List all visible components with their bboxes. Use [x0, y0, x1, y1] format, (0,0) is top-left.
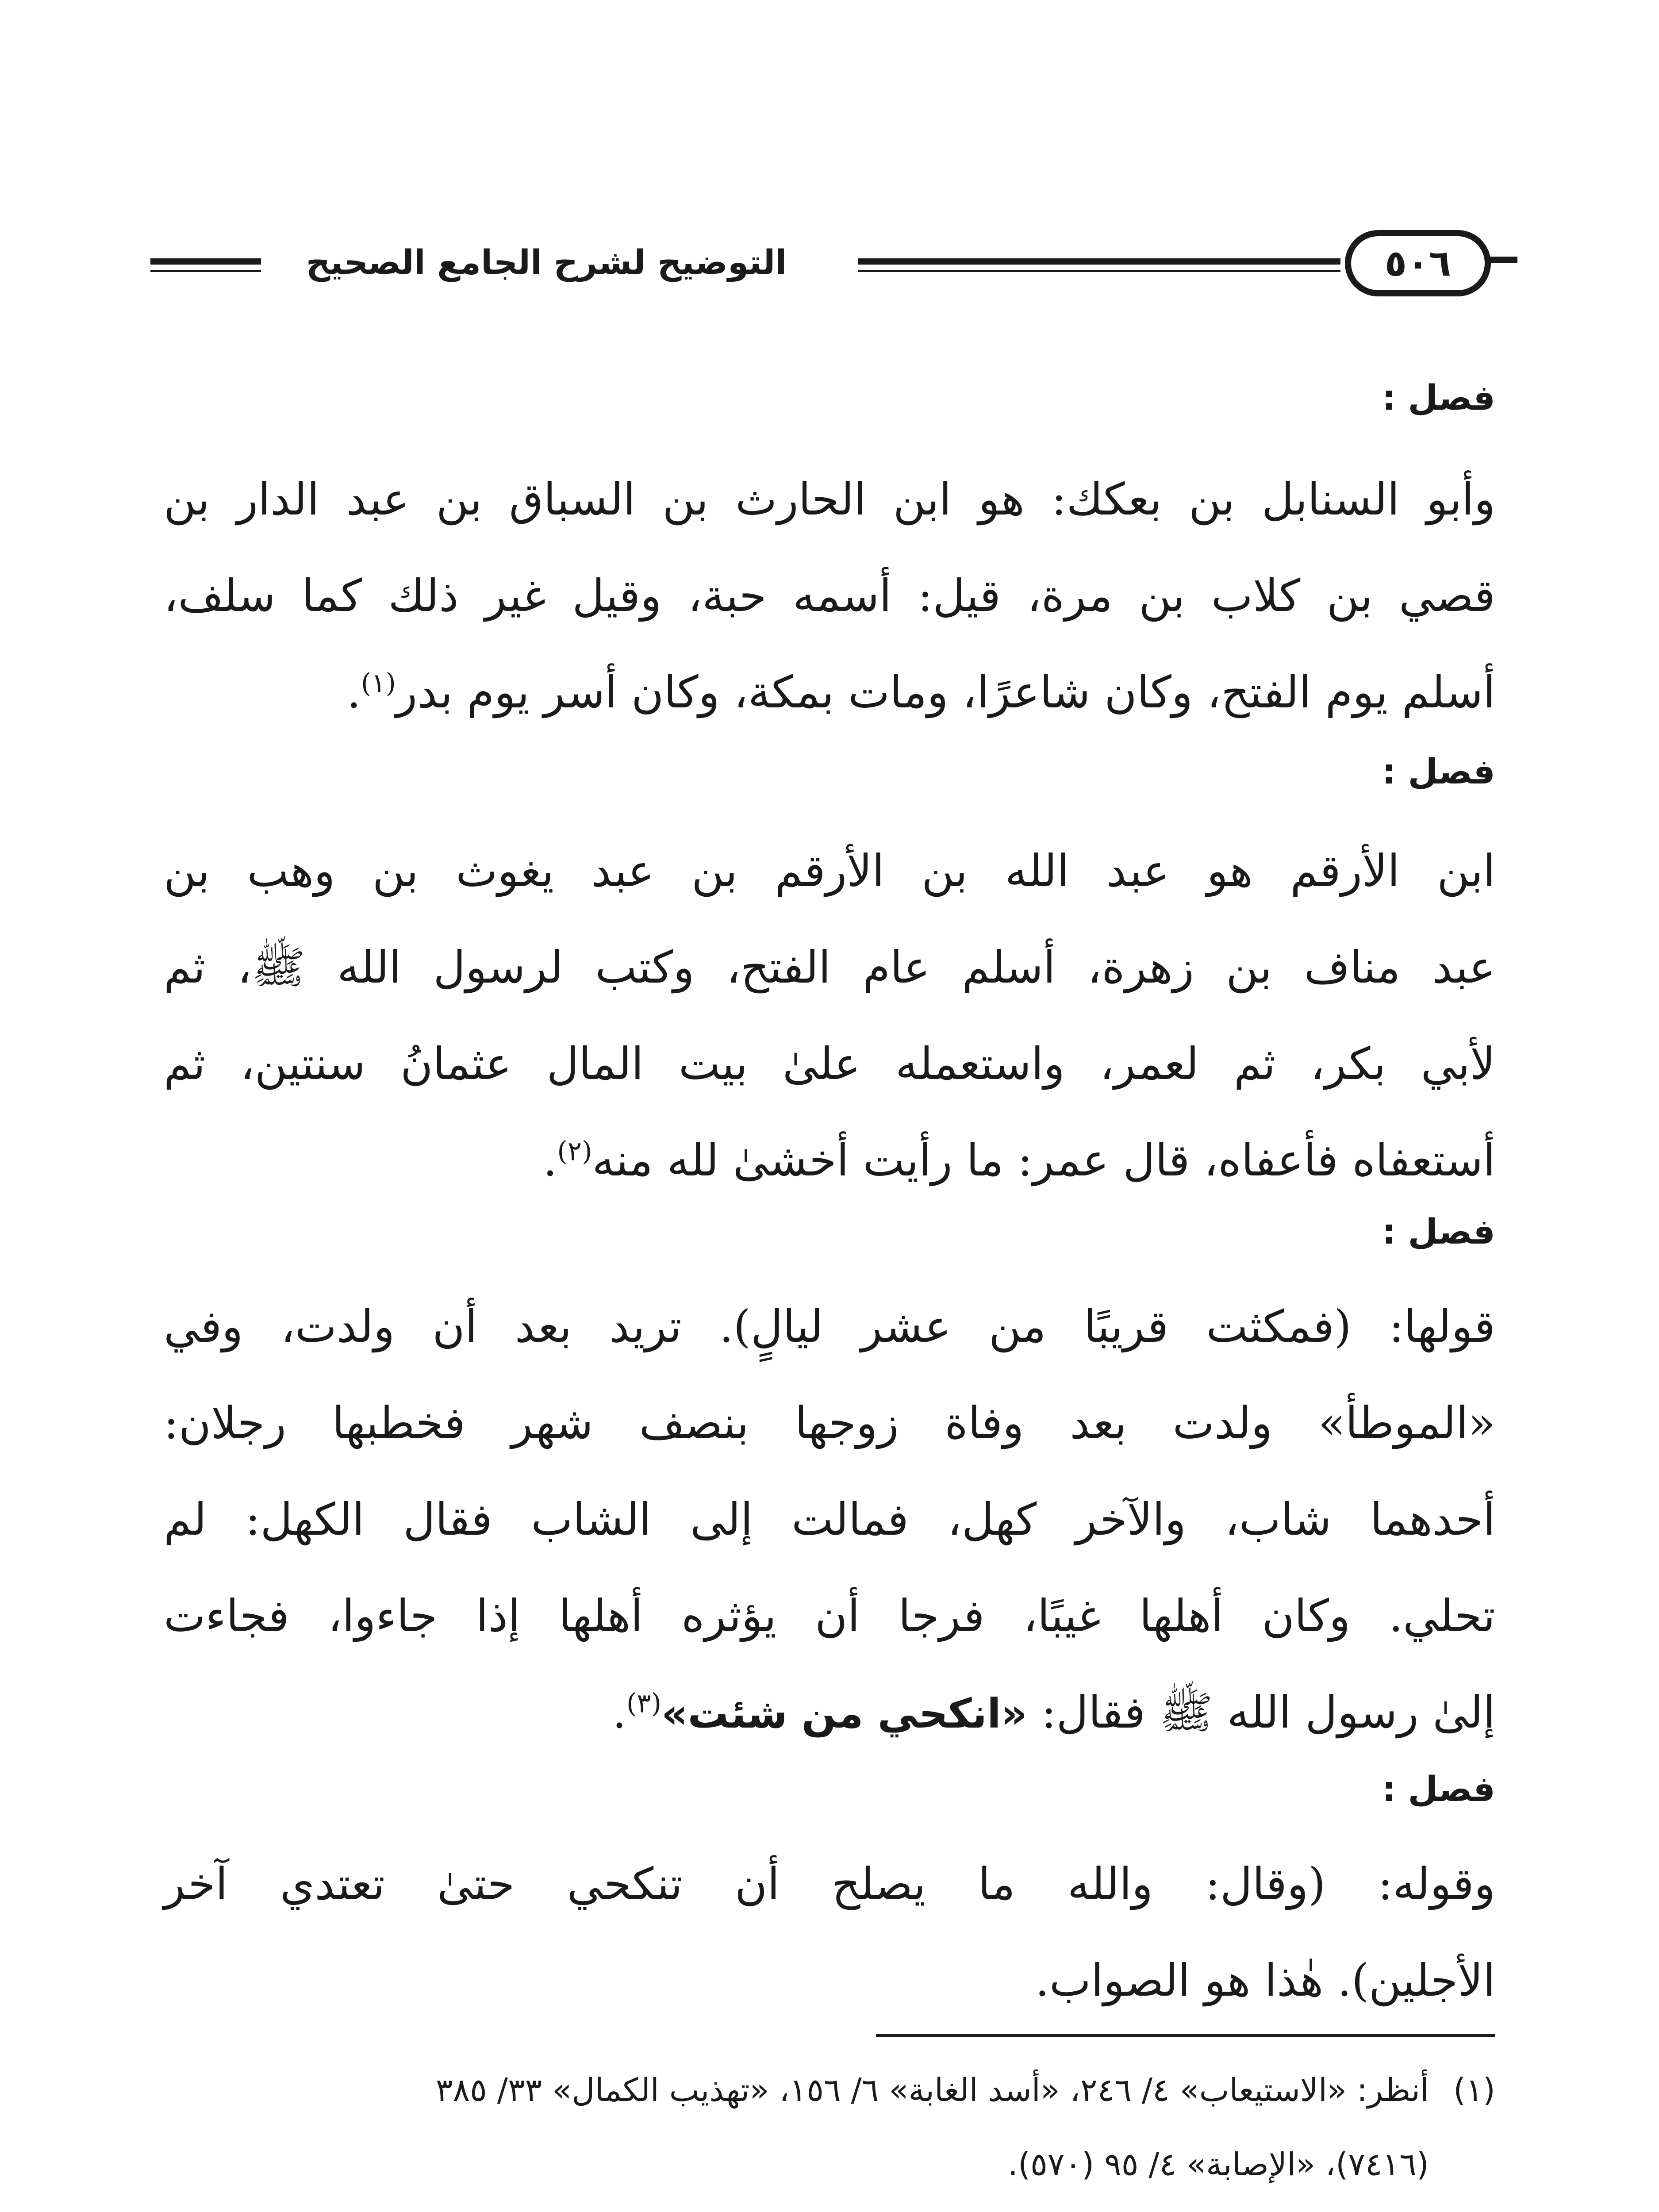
page-header: [133, 226, 1517, 310]
header-rule-left-thin: [150, 270, 261, 272]
footnote: [164, 2201, 1495, 2212]
header-rule-right-thin: [858, 270, 1340, 272]
footnote: [164, 2053, 1495, 2201]
paragraph-line: قصي بن كلاب بن مرة، قيل: أسمه حبة، وقيل غير ذلك كما سلف،: [164, 570, 1495, 622]
paragraph-ibn-al-arqam: [164, 823, 1495, 1209]
line-text: أسلم يوم الفتح، وكان شاعرًا، ومات بمكة، وكان أسر يوم بدر: [396, 666, 1495, 718]
footnote-line: أنظر: «الاستيعاب» ٤/ ٢٤٦، «أسد الغابة» ٦/ ١٥٦، «تهذيب الكمال» ٣٣/ ٣٨٥: [435, 2071, 1429, 2108]
paragraph-wa-qawluhu: [164, 1836, 1495, 2029]
section-heading: فصل :: [1382, 752, 1495, 792]
line-end: .: [612, 1686, 626, 1738]
paragraph-line: ابن الأرقم هو عبد الله بن الأرقم بن عبد يغوث بن وهب بن: [164, 845, 1495, 897]
paragraph-line: وأبو السنابل بن بعكك: هو ابن الحارث بن السباق بن عبد الدار بن: [164, 473, 1495, 525]
line-end: .: [543, 1134, 557, 1186]
paragraph-line: [164, 644, 1495, 741]
paragraph-line: عبد مناف بن زهرة، أسلم عام الفتح، وكتب لرسول الله ﷺ، ثم: [164, 941, 1495, 993]
running-title: التوضيح لشرح الجامع الصحيح: [306, 242, 787, 282]
line-end: .: [347, 666, 361, 718]
paragraph-line: تحلي. وكان أهلها غيبًا، فرجا أن يؤثره أهلها إذا جاءوا، فجاءت: [164, 1590, 1495, 1642]
section-heading: فصل :: [1382, 1212, 1495, 1252]
footnote-text: [164, 2053, 1429, 2201]
page-number-text: ٥٠٦: [1384, 242, 1452, 284]
hadith-quote: «انكحي من شئت»: [661, 1690, 1028, 1737]
footnotes: [164, 2053, 1495, 2212]
paragraph-line: [164, 1112, 1495, 1209]
footnote-reference: (١): [361, 668, 396, 699]
line-text: إلىٰ رسول الله ﷺ فقال:: [1027, 1686, 1495, 1738]
footnote-separator: [876, 2034, 1495, 2037]
header-rule-left-thick: [150, 258, 261, 265]
paragraph-line: [164, 1664, 1495, 1762]
paragraph-line: الأجلين). هٰذا هو الصواب.: [1035, 1955, 1495, 2006]
footnote-number: [1429, 2201, 1495, 2212]
paragraph-line: «الموطأ» ولدت بعد وفاة زوجها بنصف شهر فخطبها رجلان:: [164, 1397, 1495, 1449]
footnote-text: [164, 2201, 1429, 2212]
footnote-line: (٧٤١٦)، «الإصابة» ٤/ ٩٥ (٥٧٠).: [1008, 2146, 1429, 2183]
paragraph-line: وقوله: (وقال: والله ما يصلح أن تنكحي حتىٰ تعتدي آخر: [164, 1858, 1495, 1910]
footnote-reference: (٢): [557, 1136, 592, 1167]
paragraph-qawluha: [164, 1279, 1495, 1762]
section-heading: فصل :: [1382, 1770, 1495, 1809]
paragraph-abu-al-sanabil: [164, 451, 1495, 741]
paragraph-line: أحدهما شاب، والآخر كهل، فمالت إلى الشاب فقال الكهل: لم: [164, 1494, 1495, 1545]
section-heading: فصل :: [1382, 378, 1495, 418]
line-text: أستعفاه فأعفاه، قال عمر: ما رأيت أخشىٰ لله منه: [592, 1134, 1495, 1186]
header-rule-right-thick: [858, 258, 1340, 265]
footnote-number: (١): [1453, 2071, 1495, 2108]
paragraph-line: لأبي بكر، ثم لعمر، واستعمله علىٰ بيت المال عثمانُ سنتين، ثم: [164, 1038, 1495, 1090]
page-number: [1345, 230, 1491, 296]
paragraph-line: قولها: (فمكثت قريبًا من عشر ليالٍ). تريد بعد أن ولدت، وفي: [164, 1301, 1495, 1352]
footnote-reference: (٣): [626, 1688, 662, 1719]
footnote-line: [164, 2201, 1429, 2212]
page-number-frame-tail: [1486, 257, 1517, 263]
